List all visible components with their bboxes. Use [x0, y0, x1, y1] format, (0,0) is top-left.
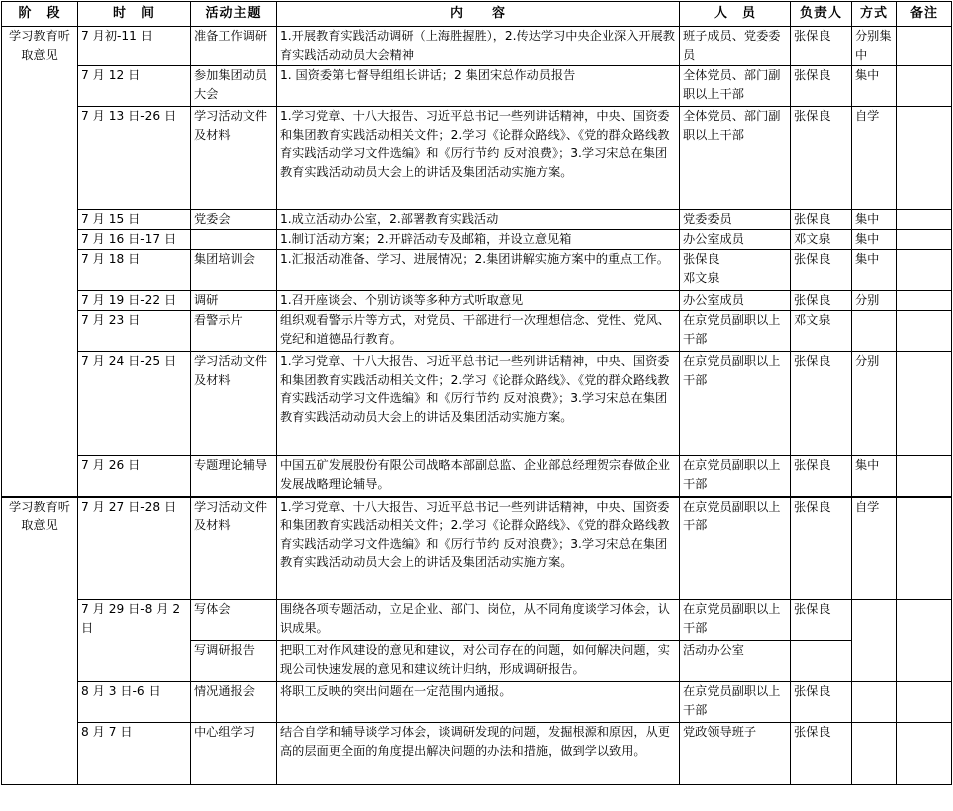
people-cell: 全体党员、部门副职以上干部 — [680, 107, 791, 210]
content-cell: 围绕各项专题活动，立足企业、部门、岗位，从不同角度谈学习体会，认识成果。 — [277, 600, 680, 641]
table-row — [2, 682, 952, 723]
note-cell — [897, 210, 952, 230]
mode-cell: 集中 — [852, 250, 897, 291]
header-time: 时 间 — [78, 2, 191, 27]
note-cell — [897, 497, 952, 600]
lead-cell: 张保良 — [791, 352, 852, 456]
schedule-table — [1, 1, 952, 785]
mode-cell: 分别 — [852, 352, 897, 456]
topic-cell: 准备工作调研 — [191, 27, 277, 66]
mode-cell — [852, 723, 897, 785]
lead-cell: 张保良 — [791, 723, 852, 785]
topic-cell: 写体会 — [191, 600, 277, 641]
mode-cell: 自学 — [852, 497, 897, 600]
table-row — [2, 107, 952, 210]
content-cell: 1.成立活动办公室，2.部署教育实践活动 — [277, 210, 680, 230]
note-cell — [897, 723, 952, 785]
note-cell — [897, 456, 952, 497]
content-cell: 1.召开座谈会、个别访谈等多种方式听取意见 — [277, 291, 680, 311]
time-cell: 7 月 15 日 — [78, 210, 191, 230]
table-row — [2, 27, 952, 66]
header-stage: 阶 段 — [2, 2, 78, 27]
content-cell: 1.制订活动方案；2.开辟活动专及邮箱，并设立意见箱 — [277, 230, 680, 250]
people-cell: 全体党员、部门副职以上干部 — [680, 66, 791, 107]
people-cell: 在京党员副职以上干部 — [680, 311, 791, 352]
people-cell: 办公室成员 — [680, 291, 791, 311]
people-cell: 在京党员副职以上干部 — [680, 682, 791, 723]
topic-cell: 写调研报告 — [191, 641, 277, 682]
mode-cell: 自学 — [852, 107, 897, 210]
content-cell: 把职工对作风建设的意见和建议，对公司存在的问题，如何解决问题，实现公司快速发展的意见和建议统计归纳，形成调研报告。 — [277, 641, 680, 682]
people-cell: 在京党员副职以上干部 — [680, 352, 791, 456]
topic-cell: 学习活动文件及材料 — [191, 352, 277, 456]
people-cell: 活动办公室 — [680, 641, 791, 682]
topic-cell: 学习活动文件及材料 — [191, 497, 277, 600]
mode-cell — [852, 600, 897, 682]
note-cell — [897, 600, 952, 682]
time-cell: 7 月 18 日 — [78, 250, 191, 291]
time-cell: 7 月 19 日-22 日 — [78, 291, 191, 311]
note-cell — [897, 27, 952, 66]
table-row — [2, 723, 952, 785]
mode-cell: 分别 — [852, 291, 897, 311]
note-cell — [897, 66, 952, 107]
topic-cell: 集团培训会 — [191, 250, 277, 291]
table-row — [2, 291, 952, 311]
content-cell: 结合自学和辅导谈学习体会，谈调研发现的问题，发掘根源和原因，从更高的层面更全面的角度提出解决问题的办法和措施，做到学以致用。 — [277, 723, 680, 785]
table-row — [2, 210, 952, 230]
table-row — [2, 250, 952, 291]
topic-cell: 专题理论辅导 — [191, 456, 277, 497]
time-cell: 7 月 26 日 — [78, 456, 191, 497]
people-cell: 在京党员副职以上干部 — [680, 600, 791, 641]
content-cell: 1. 国资委第七督导组组长讲话；2 集团宋总作动员报告 — [277, 66, 680, 107]
header-row — [2, 2, 952, 27]
lead-cell: 张保良 — [791, 600, 852, 641]
time-cell: 7 月 27 日-28 日 — [78, 497, 191, 600]
header-note: 备注 — [897, 2, 952, 27]
time-cell: 8 月 3 日-6 日 — [78, 682, 191, 723]
topic-cell: 看警示片 — [191, 311, 277, 352]
note-cell — [897, 230, 952, 250]
topic-cell: 调研 — [191, 291, 277, 311]
header-lead: 负责人 — [791, 2, 852, 27]
lead-cell: 邓文泉 — [791, 230, 852, 250]
people-cell: 在京党员副职以上干部 — [680, 497, 791, 600]
table-row — [2, 497, 952, 600]
lead-cell: 张保良 — [791, 210, 852, 230]
content-cell: 1.学习党章、十八大报告、习近平总书记一些列讲话精神，中央、国资委和集团教育实践活动相关文件；2.学习《论群众路线》、《党的群众路线教育实践活动学习文件选编》和《厉行节约 反对浪费》；3.学习宋总在集团教育实践活动动员大会上的讲话及集团活动实施方案。 — [277, 352, 680, 456]
table-row — [2, 456, 952, 497]
topic-cell: 参加集团动员大会 — [191, 66, 277, 107]
topic-cell: 学习活动文件及材料 — [191, 107, 277, 210]
header-mode: 方式 — [852, 2, 897, 27]
header-topic: 活动主题 — [191, 2, 277, 27]
lead-cell: 张保良 — [791, 497, 852, 600]
topic-cell: 党委会 — [191, 210, 277, 230]
content-cell: 中国五矿发展股份有限公司战略本部副总监、企业部总经理贺宗春做企业发展战略理论辅导。 — [277, 456, 680, 497]
content-cell: 1.学习党章、十八大报告、习近平总书记一些列讲话精神，中央、国资委和集团教育实践活动相关文件；2.学习《论群众路线》、《党的群众路线教育实践活动学习文件选编》和《厉行节约 反对浪费》；3.学习宋总在集团教育实践活动动员大会上的讲话及集团活动实施方案。 — [277, 107, 680, 210]
content-cell: 1.学习党章、十八大报告、习近平总书记一些列讲话精神，中央、国资委和集团教育实践活动相关文件；2.学习《论群众路线》、《党的群众路线教育实践活动学习文件选编》和《厉行节约 反对浪费》；3.学习宋总在集团教育实践活动动员大会上的讲话及集团活动实施方案。 — [277, 497, 680, 600]
lead-cell — [791, 641, 852, 682]
lead-cell: 张保良 — [791, 456, 852, 497]
mode-cell — [852, 311, 897, 352]
lead-cell: 张保良 — [791, 291, 852, 311]
content-cell: 1.汇报活动准备、学习、进展情况；2.集团讲解实施方案中的重点工作。 — [277, 250, 680, 291]
note-cell — [897, 352, 952, 456]
table-row — [2, 311, 952, 352]
note-cell — [897, 311, 952, 352]
time-cell: 7 月 13 日-26 日 — [78, 107, 191, 210]
mode-cell: 集中 — [852, 66, 897, 107]
topic-cell — [191, 230, 277, 250]
table-row — [2, 600, 952, 641]
note-cell — [897, 682, 952, 723]
time-cell: 7 月初-11 日 — [78, 27, 191, 66]
people-cell: 党委委员 — [680, 210, 791, 230]
people-cell: 张保良 邓文泉 — [680, 250, 791, 291]
topic-cell: 中心组学习 — [191, 723, 277, 785]
people-cell: 在京党员副职以上干部 — [680, 456, 791, 497]
topic-cell: 情况通报会 — [191, 682, 277, 723]
lead-cell: 张保良 — [791, 250, 852, 291]
time-cell: 7 月 24 日-25 日 — [78, 352, 191, 456]
table-row — [2, 352, 952, 456]
mode-cell — [852, 682, 897, 723]
content-cell: 将职工反映的突出问题在一定范围内通报。 — [277, 682, 680, 723]
lead-cell: 张保良 — [791, 107, 852, 210]
note-cell — [897, 291, 952, 311]
time-cell: 7 月 12 日 — [78, 66, 191, 107]
time-cell: 7 月 16 日-17 日 — [78, 230, 191, 250]
table-row — [2, 66, 952, 107]
table-row — [2, 230, 952, 250]
people-cell: 党政领导班子 — [680, 723, 791, 785]
header-content: 内 容 — [277, 2, 680, 27]
content-cell: 组织观看警示片等方式，对党员、干部进行一次理想信念、党性、党风、党纪和道德品行教育。 — [277, 311, 680, 352]
content-cell: 1.开展教育实践活动调研（上海胜握胜），2.传达学习中央企业深入开展教育实践活动动员大会精神 — [277, 27, 680, 66]
lead-cell: 张保良 — [791, 27, 852, 66]
people-cell: 办公室成员 — [680, 230, 791, 250]
stage-cell: 学习教育听取意见 — [2, 497, 78, 785]
lead-cell: 张保良 — [791, 66, 852, 107]
time-cell: 7 月 29 日-8 月 2 日 — [78, 600, 191, 682]
lead-cell: 邓文泉 — [791, 311, 852, 352]
mode-cell: 集中 — [852, 456, 897, 497]
mode-cell: 集中 — [852, 230, 897, 250]
mode-cell: 集中 — [852, 210, 897, 230]
lead-cell: 张保良 — [791, 682, 852, 723]
people-cell: 班子成员、党委委员 — [680, 27, 791, 66]
header-people: 人 员 — [680, 2, 791, 27]
time-cell: 8 月 7 日 — [78, 723, 191, 785]
stage-cell: 学习教育听取意见 — [2, 27, 78, 497]
mode-cell: 分别集中 — [852, 27, 897, 66]
note-cell — [897, 107, 952, 210]
note-cell — [897, 250, 952, 291]
time-cell: 7 月 23 日 — [78, 311, 191, 352]
